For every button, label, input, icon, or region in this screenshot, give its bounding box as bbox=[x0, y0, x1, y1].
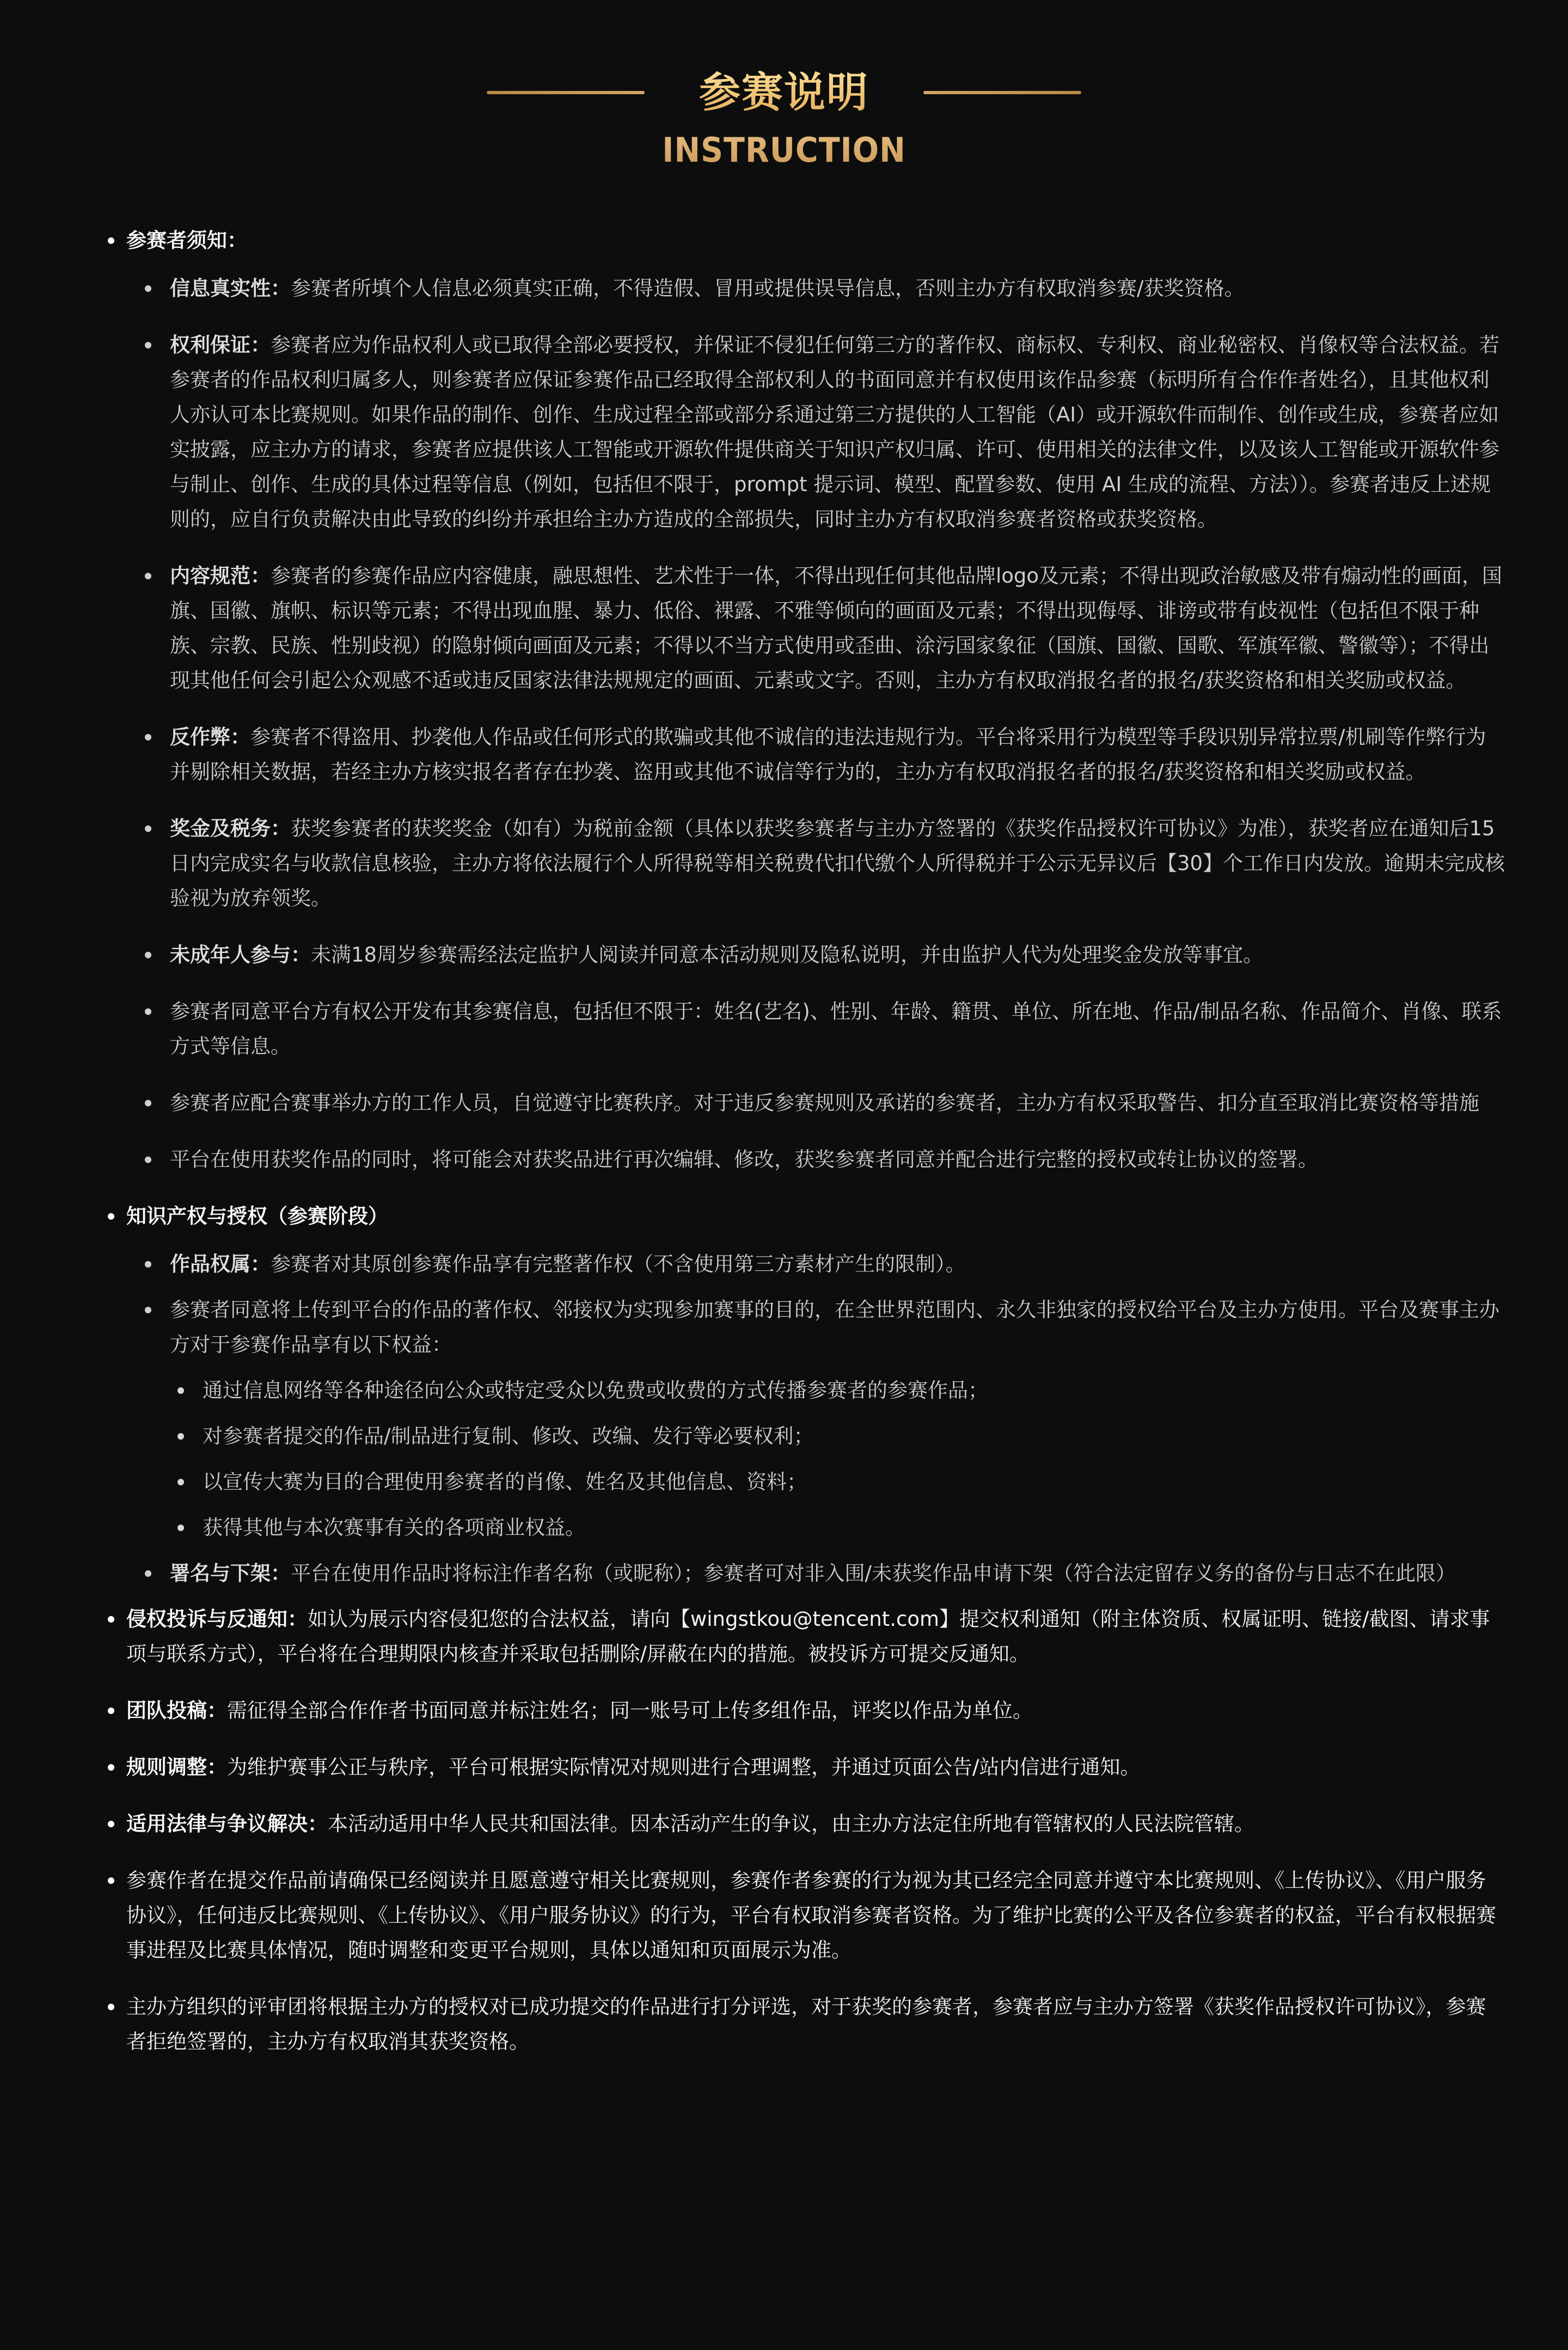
bullet-icon bbox=[145, 573, 151, 579]
sublist-item bbox=[171, 1373, 1506, 1408]
item-text: 参赛者同意平台方有权公开发布其参赛信息，包括但不限于：姓名(艺名)、性别、年龄、籍贯、单位、所在地、作品/制品名称、作品简介、肖像、联系方式等信息。 bbox=[170, 1000, 1502, 1058]
bullet-icon bbox=[177, 1433, 184, 1440]
list-item-team-submission bbox=[107, 1693, 1506, 1728]
list-item bbox=[139, 1142, 1506, 1177]
bullet-icon bbox=[145, 285, 151, 292]
item-text: 平台在使用作品时将标注作者名称（或昵称）；参赛者可对非入围/未获奖作品申请下架（符合法定留存义务的备份与日志不在此限） bbox=[291, 1562, 1456, 1585]
item-text: 本活动适用中华人民共和国法律。因本活动产生的争议，由主办方法定住所地有管辖权的人民法院管辖。 bbox=[328, 1812, 1254, 1835]
sublist-text: 获得其他与本次赛事有关的各项商业权益。 bbox=[203, 1516, 585, 1539]
section-ip-authorization bbox=[107, 1199, 1506, 1591]
sublist-text: 通过信息网络等各种途径向公众或特定受众以免费或收费的方式传播参赛者的参赛作品； bbox=[203, 1379, 988, 1402]
bullet-icon bbox=[177, 1387, 184, 1394]
bullet-icon bbox=[145, 1261, 151, 1268]
list-item bbox=[139, 1556, 1506, 1591]
bullet-icon bbox=[177, 1479, 184, 1485]
sublist-item bbox=[171, 1510, 1506, 1545]
decorative-line-right bbox=[923, 91, 1081, 94]
item-heading: 反作弊： bbox=[170, 725, 250, 749]
list-item bbox=[139, 1086, 1506, 1121]
list-item bbox=[139, 811, 1506, 916]
bullet-icon bbox=[145, 1008, 151, 1015]
sublist-text: 对参赛者提交的作品/制品进行复制、修改、改编、发行等必要权利； bbox=[203, 1424, 814, 1448]
item-heading: 规则调整： bbox=[126, 1755, 227, 1779]
list-item-governing-law bbox=[107, 1807, 1506, 1841]
item-text: 参赛者对其原创参赛作品享有完整著作权（不含使用第三方素材产生的限制）。 bbox=[271, 1252, 966, 1276]
section-participant-notice bbox=[107, 223, 1506, 1177]
instruction-list bbox=[107, 223, 1506, 2059]
list-item bbox=[139, 720, 1506, 790]
item-text: 主办方组织的评审团将根据主办方的授权对已成功提交的作品进行打分评选，对于获奖的参赛者，参赛者应与主办方签署《获奖作品授权许可协议》，参赛者拒绝签署的，主办方有权取消其获奖资格。 bbox=[126, 1995, 1486, 2053]
bullet-icon bbox=[108, 1764, 114, 1771]
item-heading: 未成年人参与： bbox=[170, 943, 311, 966]
item-heading: 作品权属： bbox=[170, 1252, 271, 1276]
decorative-line-left bbox=[487, 91, 645, 94]
list-item-judging bbox=[107, 1990, 1506, 2059]
section-heading: 知识产权与授权（参赛阶段） bbox=[126, 1204, 388, 1228]
sublist-text: 以宣传大赛为目的合理使用参赛者的肖像、姓名及其他信息、资料； bbox=[203, 1470, 807, 1494]
bullet-icon bbox=[145, 342, 151, 348]
list-item-infringement-complaint bbox=[107, 1602, 1506, 1672]
item-heading: 奖金及税务： bbox=[170, 817, 291, 840]
item-text: 平台在使用获奖作品的同时，将可能会对获奖品进行再次编辑、修改，获奖参赛者同意并配合进行完整的授权或转让协议的签署。 bbox=[170, 1148, 1318, 1171]
item-text: 为维护赛事公正与秩序，平台可根据实际情况对规则进行合理调整，并通过页面公告/站内信进行通知。 bbox=[227, 1755, 1141, 1779]
item-text: 未满18周岁参赛需经法定监护人阅读并同意本活动规则及隐私说明，并由监护人代为处理奖金发放等事宜。 bbox=[311, 943, 1264, 966]
item-heading: 侵权投诉与反通知： bbox=[126, 1607, 308, 1631]
bullet-icon bbox=[145, 825, 151, 832]
list-item bbox=[139, 1293, 1506, 1545]
list-item bbox=[139, 271, 1506, 306]
section-heading: 参赛者须知： bbox=[126, 229, 247, 252]
sublist-item bbox=[171, 1465, 1506, 1500]
page-title: 参赛说明 bbox=[699, 65, 869, 120]
list-item bbox=[139, 1247, 1506, 1282]
item-text: 参赛者不得盗用、抄袭他人作品或任何形式的欺骗或其他不诚信的违法违规行为。平台将采用行为模型等手段识别异常拉票/机刷等作弊行为并剔除相关数据，若经主办方核实报名者存在抄袭、盗用或其他不诚信等行为的，主办方有权取消报名者的报名/获奖资格和相关奖励或权益。 bbox=[170, 725, 1486, 784]
sublist-item bbox=[171, 1419, 1506, 1454]
bullet-icon bbox=[108, 1708, 114, 1714]
item-heading: 团队投稿： bbox=[126, 1699, 227, 1722]
item-text: 获奖参赛者的获奖奖金（如有）为税前金额（具体以获奖参赛者与主办方签署的《获奖作品授权许可协议》为准），获奖者应在通知后15日内完成实名与收款信息核验，主办方将依法履行个人所得税等相关税费代扣代缴个人所得税并于公示无异议后【30】个工作日内发放。逾期未完成核验视为放弃领奖。 bbox=[170, 817, 1505, 910]
list-item bbox=[139, 994, 1506, 1064]
item-heading: 署名与下架： bbox=[170, 1562, 291, 1585]
bullet-icon bbox=[145, 1156, 151, 1163]
item-text: 参赛作者在提交作品前请确保已经阅读并且愿意遵守相关比赛规则，参赛作者参赛的行为视为其已经完全同意并遵守本比赛规则、《上传协议》、《用户服务协议》，任何违反比赛规则、《上传协议》、《用户服务协议》的行为，平台有权取消参赛者资格。为了维护比赛的公平及各位参赛者的权益，平台有权根据赛事进程及比赛具体情况，随时调整和变更平台规则，具体以通知和页面展示为准。 bbox=[126, 1869, 1496, 1962]
list-item-rule-adjustment bbox=[107, 1750, 1506, 1785]
item-text: 如认为展示内容侵犯您的合法权益，请向【wingstkou@tencent.com】提交权利通知（附主体资质、权属证明、链接/截图、请求事项与联系方式），平台将在合理期限内核查并采取包括删除/屏蔽在内的措施。被投诉方可提交反通知。 bbox=[126, 1607, 1490, 1666]
page-subtitle: INSTRUCTION bbox=[63, 128, 1505, 172]
bullet-icon bbox=[108, 1821, 114, 1827]
bullet-icon bbox=[108, 1616, 114, 1623]
list-item bbox=[139, 328, 1506, 537]
item-heading: 内容规范： bbox=[170, 564, 271, 588]
list-item bbox=[139, 559, 1506, 698]
item-text: 参赛者应配合赛事举办方的工作人员，自觉遵守比赛秩序。对于违反参赛规则及承诺的参赛者，主办方有权采取警告、扣分直至取消比赛资格等措施 bbox=[170, 1091, 1479, 1115]
item-heading: 适用法律与争议解决： bbox=[126, 1812, 328, 1835]
bullet-icon bbox=[145, 1100, 151, 1106]
ip-authorization-list bbox=[126, 1247, 1506, 1591]
bullet-icon bbox=[177, 1525, 184, 1531]
list-item bbox=[139, 938, 1506, 972]
bullet-icon bbox=[108, 1877, 114, 1884]
item-text: 参赛者的参赛作品应内容健康，融思想性、艺术性于一体，不得出现任何其他品牌logo及元素；不得出现政治敏感及带有煽动性的画面，国旗、国徽、旗帜、标识等元素；不得出现血腥、暴力、低俗、裸露、不雅等倾向的画面及元素；不得出现侮辱、诽谤或带有歧视性（包括但不限于种族、宗教、民族、性别歧视）的隐射倾向画面及元素；不得以不当方式使用或歪曲、涂污国家象征（国旗、国徽、国歌、军旗军徽、警徽等）；不得出现其他任何会引起公众观感不适或违反国家法律法规规定的画面、元素或文字。否则，主办方有权取消报名者的报名/获奖资格和相关奖励或权益。 bbox=[170, 564, 1503, 692]
bullet-icon bbox=[108, 2004, 114, 2010]
item-text: 需征得全部合作作者书面同意并标注姓名；同一账号可上传多组作品，评奖以作品为单位。 bbox=[227, 1699, 1033, 1722]
list-item-rules-acceptance bbox=[107, 1863, 1506, 1968]
title-row bbox=[0, 65, 1568, 120]
bullet-icon bbox=[108, 237, 114, 244]
bullet-icon bbox=[145, 952, 151, 958]
item-heading: 信息真实性： bbox=[170, 277, 291, 300]
bullet-icon bbox=[145, 734, 151, 741]
item-text: 参赛者应为作品权利人或已取得全部必要授权，并保证不侵犯任何第三方的著作权、商标权、专利权、商业秘密权、肖像权等合法权益。若参赛者的作品权利归属多人，则参赛者应保证参赛作品已经取得全部权利人的书面同意并有权使用该作品参赛（标明所有合作作者姓名），且其他权利人亦认可本比赛规则。如果作品的制作、创作、生成过程全部或部分系通过第三方提供的人工智能（AI）或开源软件而制作、创作或生成，参赛者应如实披露，应主办方的请求，参赛者应提供该人工智能或开源软件提供商关于知识产权归属、许可、使用相关的法律文件，以及该人工智能或开源软件参与制止、创作、生成的具体过程等信息（例如，包括但不限于，prompt 提示词、模型、配置参数、使用 AI 生成的流程、方法））。参赛者违反上述规则的，应自行负责解决由此导致的纠纷并承担给主办方造成的全部损失，同时主办方有权取消参赛者资格或获奖资格。 bbox=[170, 333, 1499, 531]
page-header bbox=[0, 0, 1568, 185]
item-heading: 权利保证： bbox=[170, 333, 271, 357]
bullet-icon bbox=[145, 1570, 151, 1577]
item-text: 参赛者所填个人信息必须真实正确，不得造假、冒用或提供误导信息，否则主办方有权取消参赛/获奖资格。 bbox=[291, 277, 1245, 300]
participant-notice-list bbox=[126, 271, 1506, 1177]
item-text: 参赛者同意将上传到平台的作品的著作权、邻接权为实现参加赛事的目的，在全世界范围内、永久非独家的授权给平台及主办方使用。平台及赛事主办方对于参赛作品享有以下权益： bbox=[170, 1298, 1499, 1356]
rights-sublist bbox=[170, 1373, 1506, 1545]
bullet-icon bbox=[145, 1307, 151, 1313]
bullet-icon bbox=[108, 1213, 114, 1220]
instruction-content bbox=[107, 223, 1506, 2081]
